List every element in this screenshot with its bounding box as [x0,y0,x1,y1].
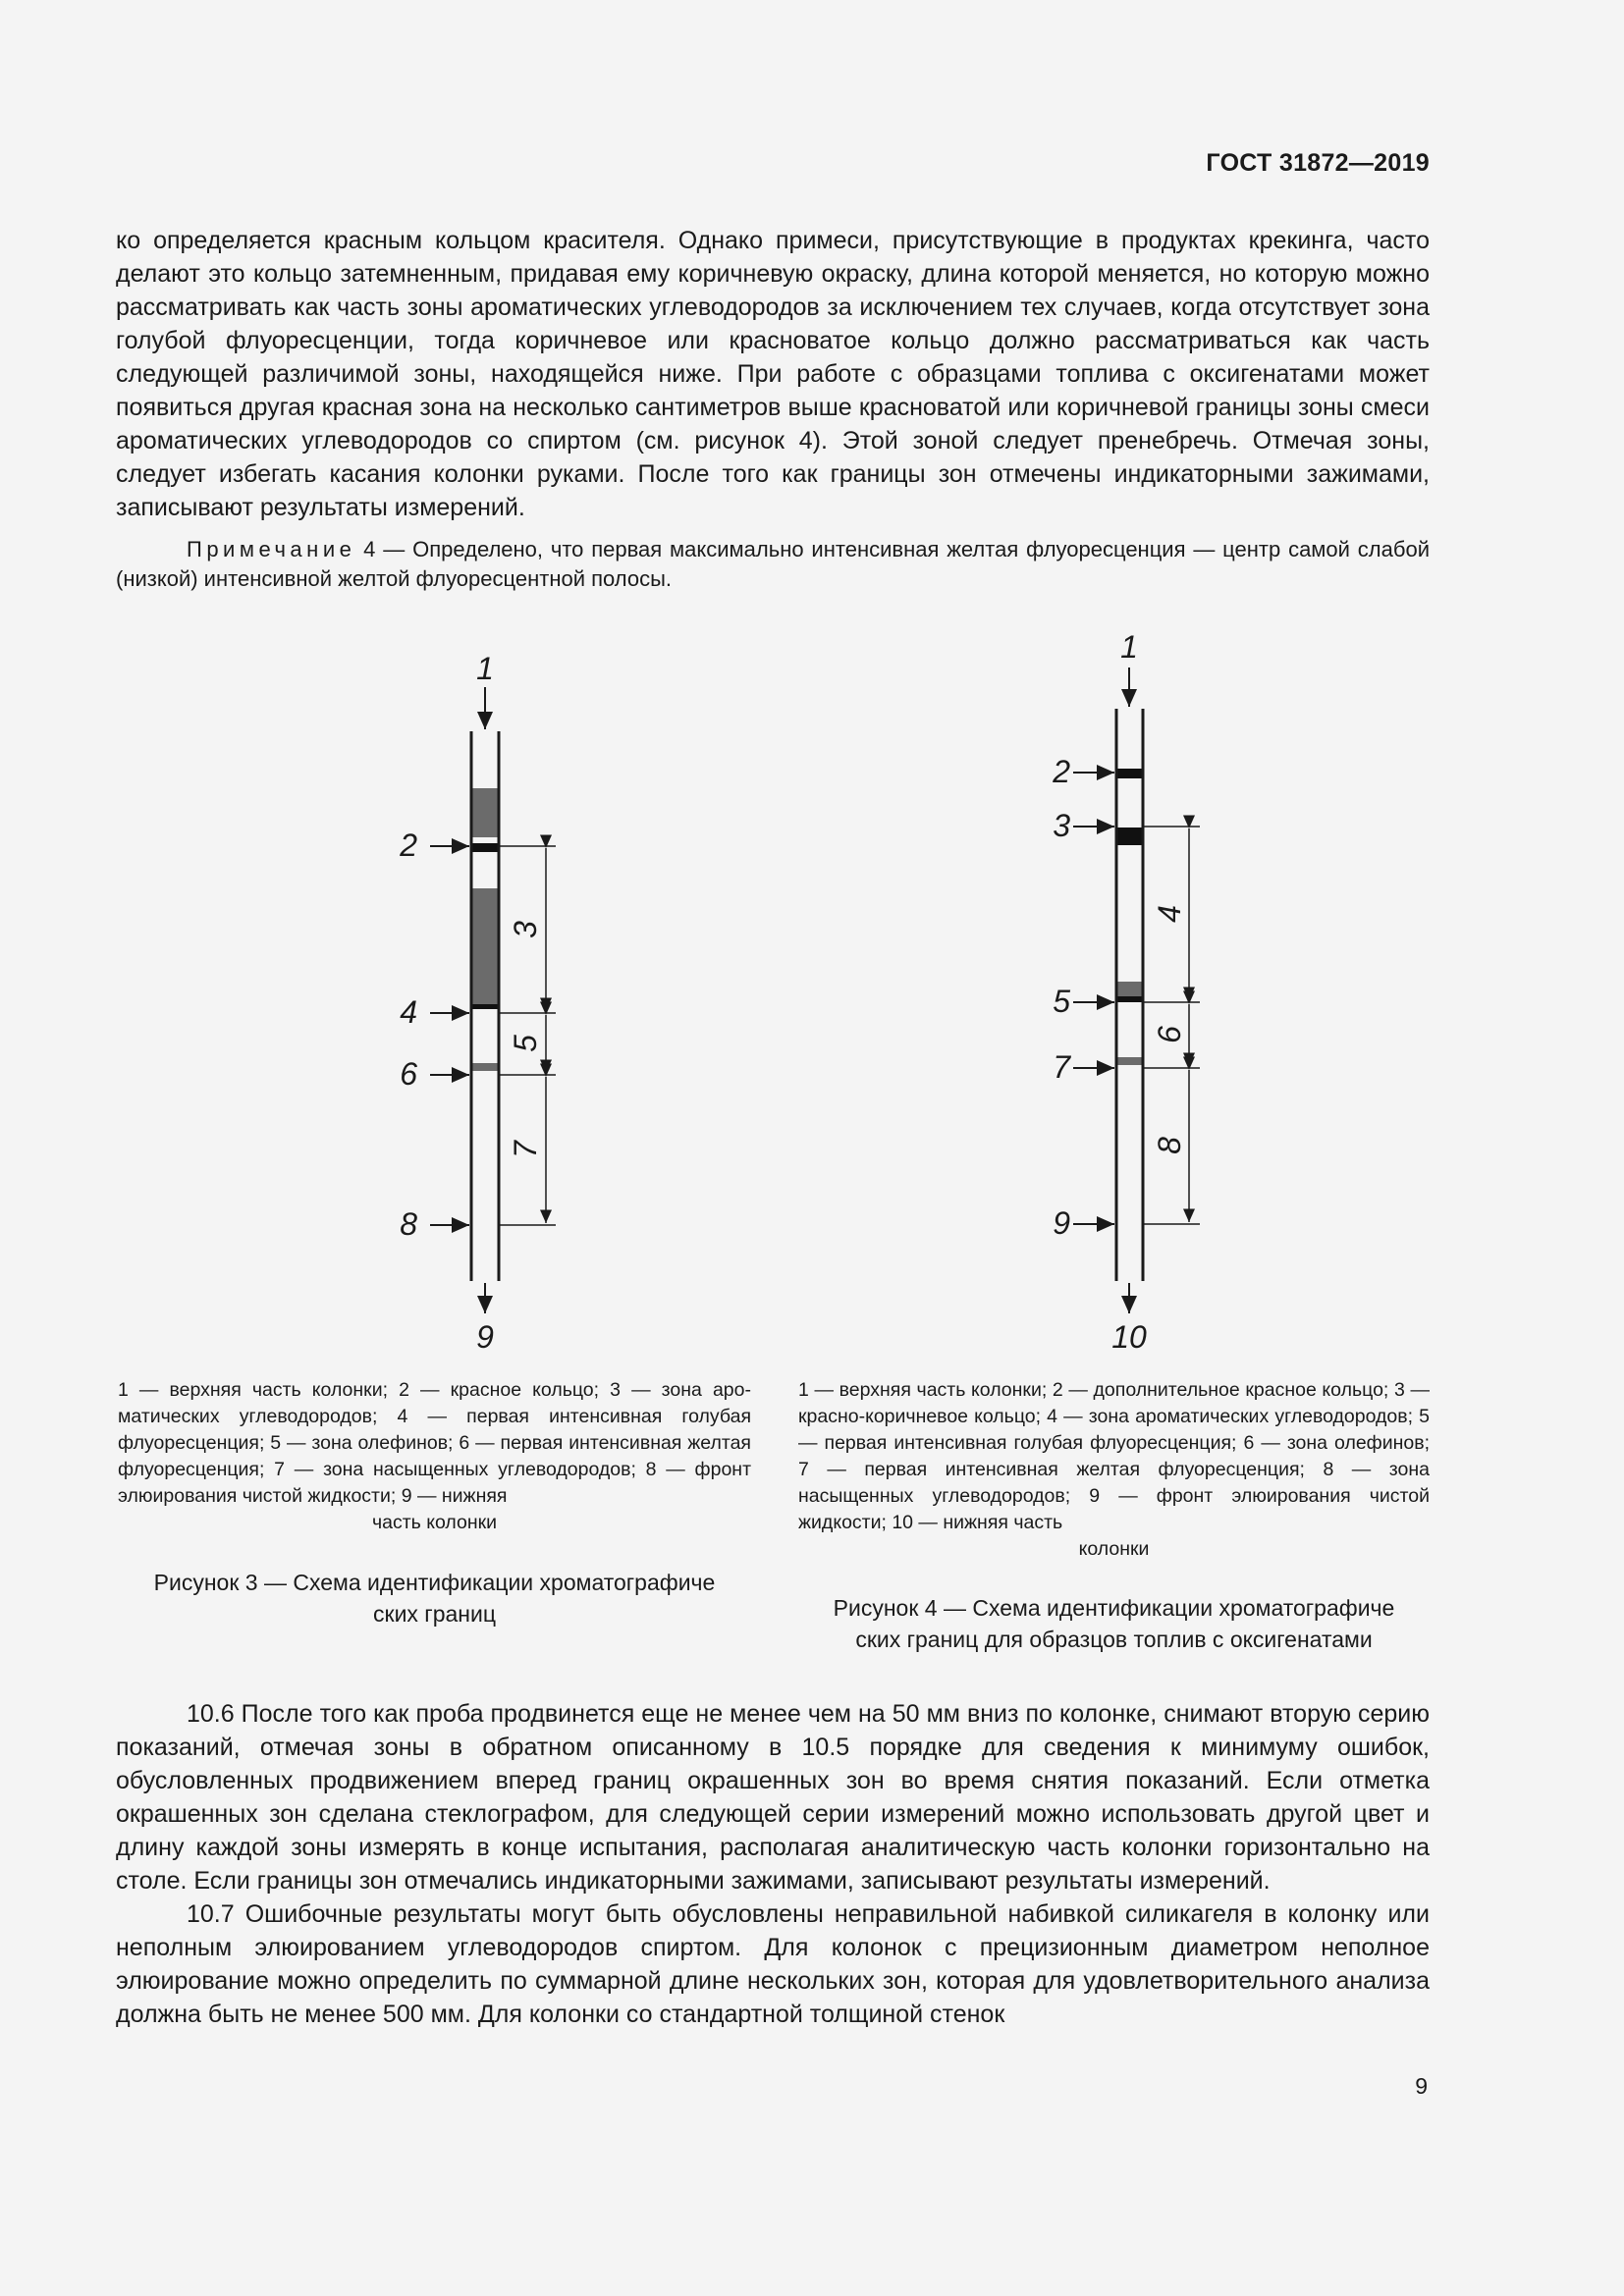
note-4 [116,535,1430,594]
label-6: 6 [1152,1026,1187,1043]
label-4: 4 [400,994,417,1030]
figure-3-caption-line-1: Рисунок 3 — Схема идентификации хроматографиче [153,1570,716,1595]
blue-fluorescence-band [1118,996,1142,1002]
aromatic-zone [473,888,498,1004]
label-6: 6 [400,1056,417,1092]
intro-paragraph [116,224,1430,524]
label-2: 2 [1053,754,1070,789]
figure-3-caption-line-2: ских границ [373,1601,496,1627]
label-1: 1 [1120,629,1138,665]
extra-red-ring-band [1118,769,1142,778]
figure-3-legend-last: часть колонки [371,1512,498,1533]
label-5: 5 [508,1035,543,1052]
label-3: 3 [1053,808,1070,843]
section-10-7: 10.7 Ошибочные результаты могут быть обусловлены неправильной набивкой силикагеля в колонку или неполным элюированием углеводородов спиртом. Для колонок с прецизионным диаметром неполное элюирование можно определить по суммарной длине нескольких зон, которая для удовлетворительного анализа должна быть не менее 500 мм. Для колонки со стандартной толщиной стенок [116,1900,1430,2028]
blue-fluorescence-band [473,1004,498,1009]
label-2: 2 [400,828,417,863]
label-4: 4 [1152,905,1187,923]
yellow-fluorescence-band [1118,1057,1142,1065]
figure-3-svg [373,628,628,1364]
figure-3-diagram [373,628,628,1369]
section-10-6-10-7 [116,1697,1430,2031]
yellow-fluorescence-band [473,1063,498,1071]
figure-4-legend [798,1377,1430,1563]
label-3: 3 [508,921,543,938]
note-text: 4 — Определено, что первая максимально интенсивная желтая флуоресценция — центр самой слабой (низкой) интенсивной желтой флуоресцентной полосы. [116,537,1430,591]
red-brown-ring-band [1118,828,1142,845]
figure-3-caption [118,1567,751,1629]
figure-4-legend-body: 1 — верхняя часть колонки; 2 — дополнительное красное кольцо; 3 — красно-коричневое кольцо; 4 — зона ароматических углеводородов; 5 — первая интенсивная голубая флуоресценция; 6 — зона олефинов; 7 — первая интенсивная желтая флуоресценция; 8 — зона насыщенных углеводородов; 9 — фронт элюирования чистой жидкости; 10 — нижняя часть [798,1379,1430,1533]
section-10-6: 10.6 После того как проба продвинется еще не менее чем на 50 мм вниз по колонке, снимают вторую серию показаний, отмечая зоны в обратном описанному в 10.5 порядке для сведения к минимуму ошибок, обусловленных продвижением вперед границ окрашенных зон во время снятия показаний. Если отметка окрашенных зон сделана стеклографом, для следующей серии измерений можно использовать другой цвет и длину каждой зоны измерять в конце испытания, располагая аналитическую часть колонки горизонтально на столе. Если границы зон отмечались индикаторными зажимами, записывают результаты измерений. [116,1700,1430,1895]
red-ring-band [473,843,498,852]
label-7: 7 [508,1141,543,1158]
figure-4-caption-line-1: Рисунок 4 — Схема идентификации хроматографиче [833,1595,1395,1621]
upper-dark-zone [473,788,498,837]
figure-4-diagram [1011,628,1267,1369]
figure-4-caption [798,1592,1430,1655]
label-9: 9 [1053,1205,1070,1241]
figure-4-svg [1011,628,1267,1364]
figure-3-legend-body: 1 — верхняя часть колонки; 2 — красное кольцо; 3 — зона ароматических углеводородов; 4 — первая интенсивная голубая флуоресценция; 5 — зона олефинов; 6 — первая интенсивная желтая флуоресценция; 7 — зона насыщенных углеводородов; 8 — фронт элюирования чистой жидкости; 9 — нижняя [118,1379,751,1507]
page-number: 9 [1415,2073,1428,2099]
label-10: 10 [1111,1319,1147,1355]
label-8: 8 [400,1206,417,1242]
label-9: 9 [476,1319,494,1355]
standard-header: ГОСТ 31872—2019 [1206,149,1430,177]
label-8: 8 [1152,1137,1187,1154]
intro-paragraph-text: ко определяется красным кольцом красителя. Однако примеси, присутствующие в продуктах крекинга, часто делают это кольцо затемненным, придавая ему коричневую окраску, длина которой меняется, но которую можно рассматривать как часть зоны ароматических углеводородов за исключением тех случаев, когда отсутствует зона голубой флуоресценции, тогда коричневое или красноватое кольцо должно рассматриваться как часть следующей различимой зоны, находящейся ниже. При работе с образцами топлива с оксигенатами может появиться другая красная зона на несколько сантиметров выше красноватой или коричневой границы зоны смеси ароматических углеводородов со спиртом (см. рисунок 4). Этой зоной следует пренебречь. Отмечая зоны, следует избегать касания колонки руками. После того как границы зон отмечены индикаторными зажимами, записывают результаты измерений. [116,227,1430,521]
label-7: 7 [1053,1049,1070,1085]
figure-4-legend-last: колонки [1078,1538,1150,1560]
note-lead: Примечание [187,537,356,561]
label-1: 1 [476,651,494,686]
figure-4-caption-line-2: ских границ для образцов топлив с оксигенатами [855,1627,1373,1652]
label-5: 5 [1053,984,1070,1019]
figure-3-legend [118,1377,751,1536]
aromatic-lower-zone [1118,982,1142,996]
